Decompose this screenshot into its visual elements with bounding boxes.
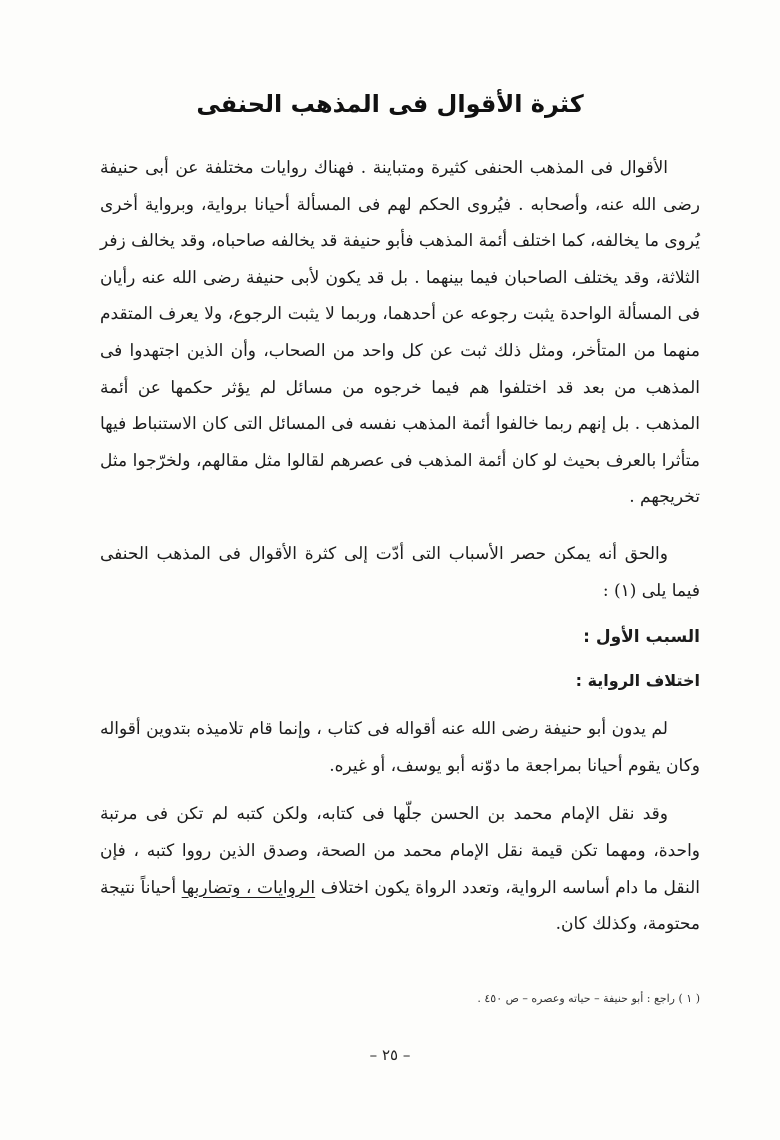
page-number: – ٢٥ – (369, 1046, 411, 1064)
paragraph-imam-muhammad-end: أحياناً نتيجة محتومة، وكذلك كان. (100, 877, 700, 935)
footnote-reference: (١) (613, 580, 637, 601)
paragraph-causes-intro-text: والحق أنه يمكن حصر الأسباب التى أدّت إلى كثرة الأقوال فى المذهب الحنفى فيما يلى (100, 543, 700, 601)
heading-first-cause: السبب الأول : (583, 627, 700, 648)
page-body (100, 150, 700, 943)
paragraph-hanafi-opinions: الأقوال فى المذهب الحنفى كثيرة ومتباينة . فهناك روايات مختلفة عن أبى حنيفة رضى الله عنه، وأصحابه . فيُروى الحكم لهم فى المسألة أحيانا برواية، وبرواية أخرى يُروى ما يخالفه، كما اختلف أئمة المذهب فأبو حنيفة قد يخالفه صاحباه، وقد يخالف زفر الثلاثة، وقد يختلف الصاحبان فيما بينهما . بل قد يكون لأبى حنيفة رضى الله عنه رأيان فى المسألة الواحدة يثبت رجوعه عن أحدهما، وربما لا يثبت الرجوع، ولا يعرف المتقدم منهما من المتأخر، ومثل ذلك ثبت عن كل واحد من الصحاب، وأن الذين اجتهدوا فى المذهب من بعد قد اختلفوا هم فيما خرجوه من مسائل لم يؤثر حكمها عن أئمة المذهب . بل إنهم ربما خالفوا أئمة المذهب نفسه فى المسائل التى كان الاستنباط فيها متأثرا بالعرف بحيث لو كان أئمة المذهب فى عصرهم لقالوا مثل مقالهم، ولخرّجوا مثل تخريجهم . (100, 158, 700, 508)
footnote: ( ١ ) راجع : أبو حنيفة – حياته وعصره – ص ٤٥٠ . (477, 992, 700, 1005)
page-title: كثرة الأقوال فى المذهب الحنفى (196, 90, 584, 118)
underlined-phrase: الروايات ، وتضاربها (181, 877, 316, 898)
paragraph-imam-muhammad (100, 796, 700, 942)
paragraph-causes-intro-colon: : (602, 580, 609, 601)
paragraph-causes-intro (100, 536, 700, 609)
heading-narration-difference: اختلاف الرواية : (575, 671, 700, 691)
paragraph-imam-muhammad-text: وقد نقل الإمام محمد بن الحسن جلّها فى كتابه، ولكن كتبه لم تكن فى مرتبة واحدة، ومهما تكن قيمة نقل الإمام محمد من الصحة، وصدق الذين رووا كتبه ، فإن النقل ما دام أساسه الرواية، وتعدد الرواة يكون اختلاف (100, 804, 700, 898)
paragraph-abu-hanifa-writings: لم يدون أبو حنيفة رضى الله عنه أقواله فى كتاب ، وإنما قام تلاميذه بتدوين أقواله وكان يقوم أحيانا بمراجعة ما دوّنه أبو يوسف، أو غيره. (100, 719, 700, 776)
